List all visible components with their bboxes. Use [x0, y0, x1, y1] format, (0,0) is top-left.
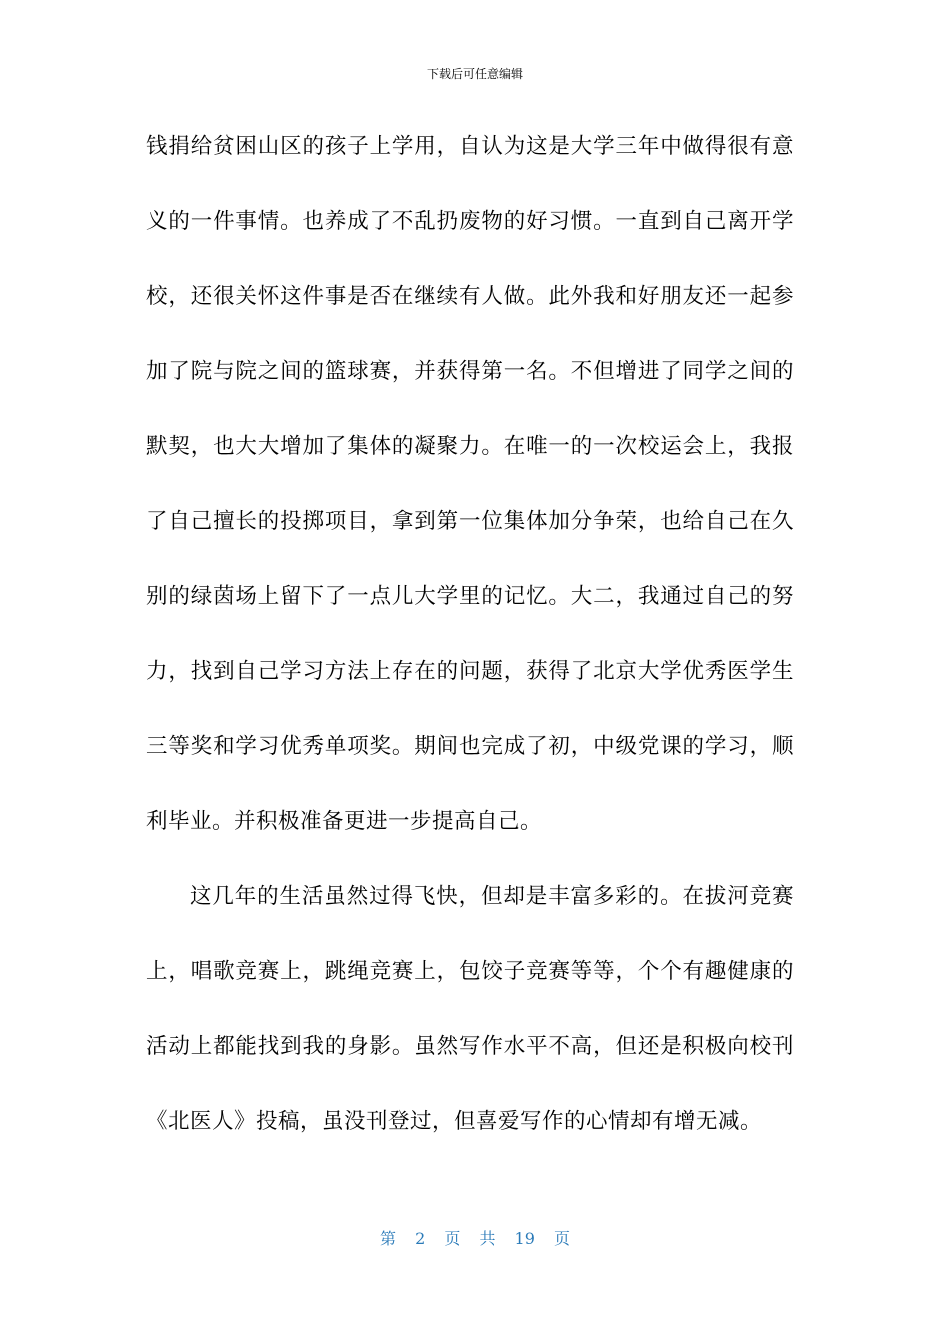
page-footer: 第 2 页 共 19 页: [380, 1229, 570, 1248]
text-line: 活动上都能找到我的身影。虽然写作水平不高，但还是积极向校刊: [146, 1034, 794, 1059]
text-line: 《北医人》投稿，虽没刊登过，但喜爱写作的心情却有增无减。: [146, 1109, 763, 1134]
document-body: [146, 128, 794, 1178]
paragraph-1: [146, 128, 794, 841]
text-line: 了自己擅长的投掷项目，拿到第一位集体加分争荣，也给自己在久: [146, 509, 794, 534]
text-line: 加了院与院之间的篮球赛，并获得第一名。不但增进了同学之间的: [146, 359, 794, 384]
paragraph-2: [146, 878, 794, 1141]
text-line: 三等奖和学习优秀单项奖。期间也完成了初，中级党课的学习，顺: [146, 734, 794, 759]
text-line: 义的一件事情。也养成了不乱扔废物的好习惯。一直到自己离开学: [146, 209, 794, 234]
text-line: 钱捐给贫困山区的孩子上学用，自认为这是大学三年中做得很有意: [146, 134, 794, 159]
text-line: 力，找到自己学习方法上存在的问题，获得了北京大学优秀医学生: [146, 659, 794, 684]
text-line: 这几年的生活虽然过得飞快，但却是丰富多彩的。在拔河竞赛: [190, 884, 794, 909]
text-line: 别的绿茵场上留下了一点儿大学里的记忆。大二，我通过自己的努: [146, 584, 794, 609]
text-line: 校，还很关怀这件事是否在继续有人做。此外我和好朋友还一起参: [146, 284, 794, 309]
page-header: 下载后可任意编辑: [426, 67, 523, 81]
text-line: 默契，也大大增加了集体的凝聚力。在唯一的一次校运会上，我报: [146, 434, 794, 459]
text-line: 上，唱歌竞赛上，跳绳竞赛上，包饺子竞赛等等，个个有趣健康的: [146, 959, 794, 984]
text-line: 利毕业。并积极准备更进一步提高自己。: [146, 809, 543, 834]
